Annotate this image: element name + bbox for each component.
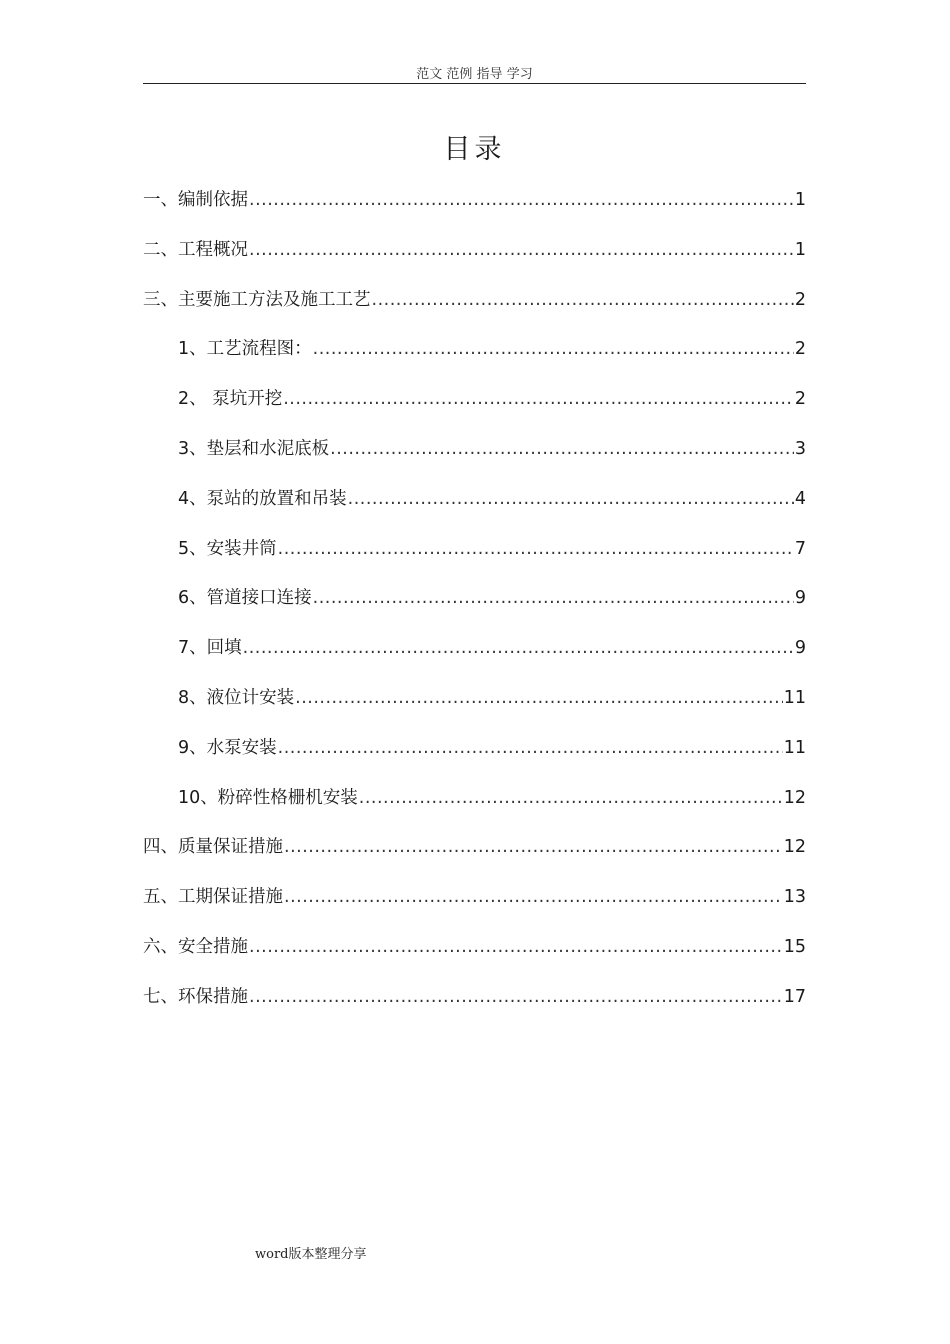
toc-entry-page: 12 <box>783 787 806 808</box>
toc-entry-page: 15 <box>783 936 806 957</box>
toc-entry-label: 7、回填 <box>178 638 242 659</box>
toc-entry-page: 9 <box>794 588 806 609</box>
toc-leader-dots <box>295 680 783 716</box>
toc-entry-label: 三、主要施工方法及施工工艺 <box>143 289 371 310</box>
toc-subentry[interactable] <box>143 580 806 630</box>
toc-entry-label: 1、工艺流程图： <box>178 339 312 360</box>
toc-entry-label: 6、管道接口连接 <box>178 588 312 609</box>
toc-entry-page: 11 <box>783 737 806 758</box>
toc-subentry[interactable] <box>143 481 806 531</box>
toc-entry[interactable] <box>143 232 806 282</box>
toc-entry[interactable] <box>143 182 806 232</box>
toc-entry-page: 2 <box>794 339 806 360</box>
toc-leader-dots <box>372 282 794 318</box>
toc-subentry[interactable] <box>143 730 806 780</box>
toc-entry-page: 4 <box>794 488 806 509</box>
header-rule <box>143 83 806 84</box>
toc-subentry[interactable] <box>143 531 806 581</box>
toc-leader-dots <box>313 580 794 616</box>
toc-entry-label: 六、安全措施 <box>143 936 248 957</box>
toc-entry-label: 一、编制依据 <box>143 190 248 210</box>
toc-leader-dots <box>313 331 794 367</box>
toc-entry-label: 5、安装井筒 <box>178 538 277 559</box>
toc-entry-label: 七、环保措施 <box>143 986 248 1007</box>
toc-entry[interactable] <box>143 879 806 929</box>
toc-entry[interactable] <box>143 929 806 979</box>
toc-subentry[interactable] <box>143 680 806 730</box>
toc-entry-label: 3、垫层和水泥底板 <box>178 438 330 459</box>
toc-subentry[interactable] <box>143 331 806 381</box>
toc-entry[interactable] <box>143 282 806 332</box>
toc-leader-dots <box>284 879 783 915</box>
toc-entry-label: 10、粉碎性格栅机安装 <box>178 787 358 808</box>
toc-entry-label: 4、泵站的放置和吊装 <box>178 488 347 509</box>
toc-entry-label: 2、 泵坑开挖 <box>178 389 283 410</box>
toc-leader-dots <box>283 381 794 417</box>
toc-entry[interactable] <box>143 979 806 1029</box>
toc-entry-page: 17 <box>783 986 806 1007</box>
toc-entry-page: 12 <box>783 837 806 858</box>
toc-leader-dots <box>249 929 783 965</box>
toc-leader-dots <box>249 232 794 268</box>
toc-leader-dots <box>249 979 783 1015</box>
page-footer: word版本整理分享 <box>255 1247 367 1262</box>
toc-title: 目录 <box>443 134 506 165</box>
toc-entry-label: 9、水泵安装 <box>178 737 277 758</box>
toc-entry-page: 2 <box>794 289 806 310</box>
toc-leader-dots <box>278 730 783 766</box>
table-of-contents <box>143 182 806 1029</box>
toc-leader-dots <box>348 481 794 517</box>
toc-leader-dots <box>330 431 794 467</box>
toc-entry-page: 2 <box>794 389 806 410</box>
toc-entry-label: 五、工期保证措施 <box>143 887 283 908</box>
toc-leader-dots <box>278 531 794 567</box>
toc-entry-page: 7 <box>794 538 806 559</box>
toc-subentry[interactable] <box>143 780 806 830</box>
toc-entry-label: 二、工程概况 <box>143 239 248 260</box>
toc-entry-page: 9 <box>794 638 806 659</box>
toc-subentry[interactable] <box>143 630 806 680</box>
toc-entry-page: 13 <box>783 887 806 908</box>
toc-entry-label: 四、质量保证措施 <box>143 837 283 858</box>
toc-subentry[interactable] <box>143 431 806 481</box>
page-header: 范文 范例 指导 学习 <box>416 67 533 82</box>
toc-leader-dots <box>359 780 783 816</box>
toc-entry-page: 1 <box>794 190 806 210</box>
toc-leader-dots <box>249 182 794 218</box>
toc-entry-page: 11 <box>783 687 806 708</box>
toc-subentry[interactable] <box>143 381 806 431</box>
toc-entry-page: 3 <box>794 438 806 459</box>
toc-leader-dots <box>243 630 794 666</box>
toc-leader-dots <box>284 829 783 865</box>
toc-entry-label: 8、液位计安装 <box>178 687 295 708</box>
toc-entry-page: 1 <box>794 239 806 260</box>
toc-entry[interactable] <box>143 829 806 879</box>
